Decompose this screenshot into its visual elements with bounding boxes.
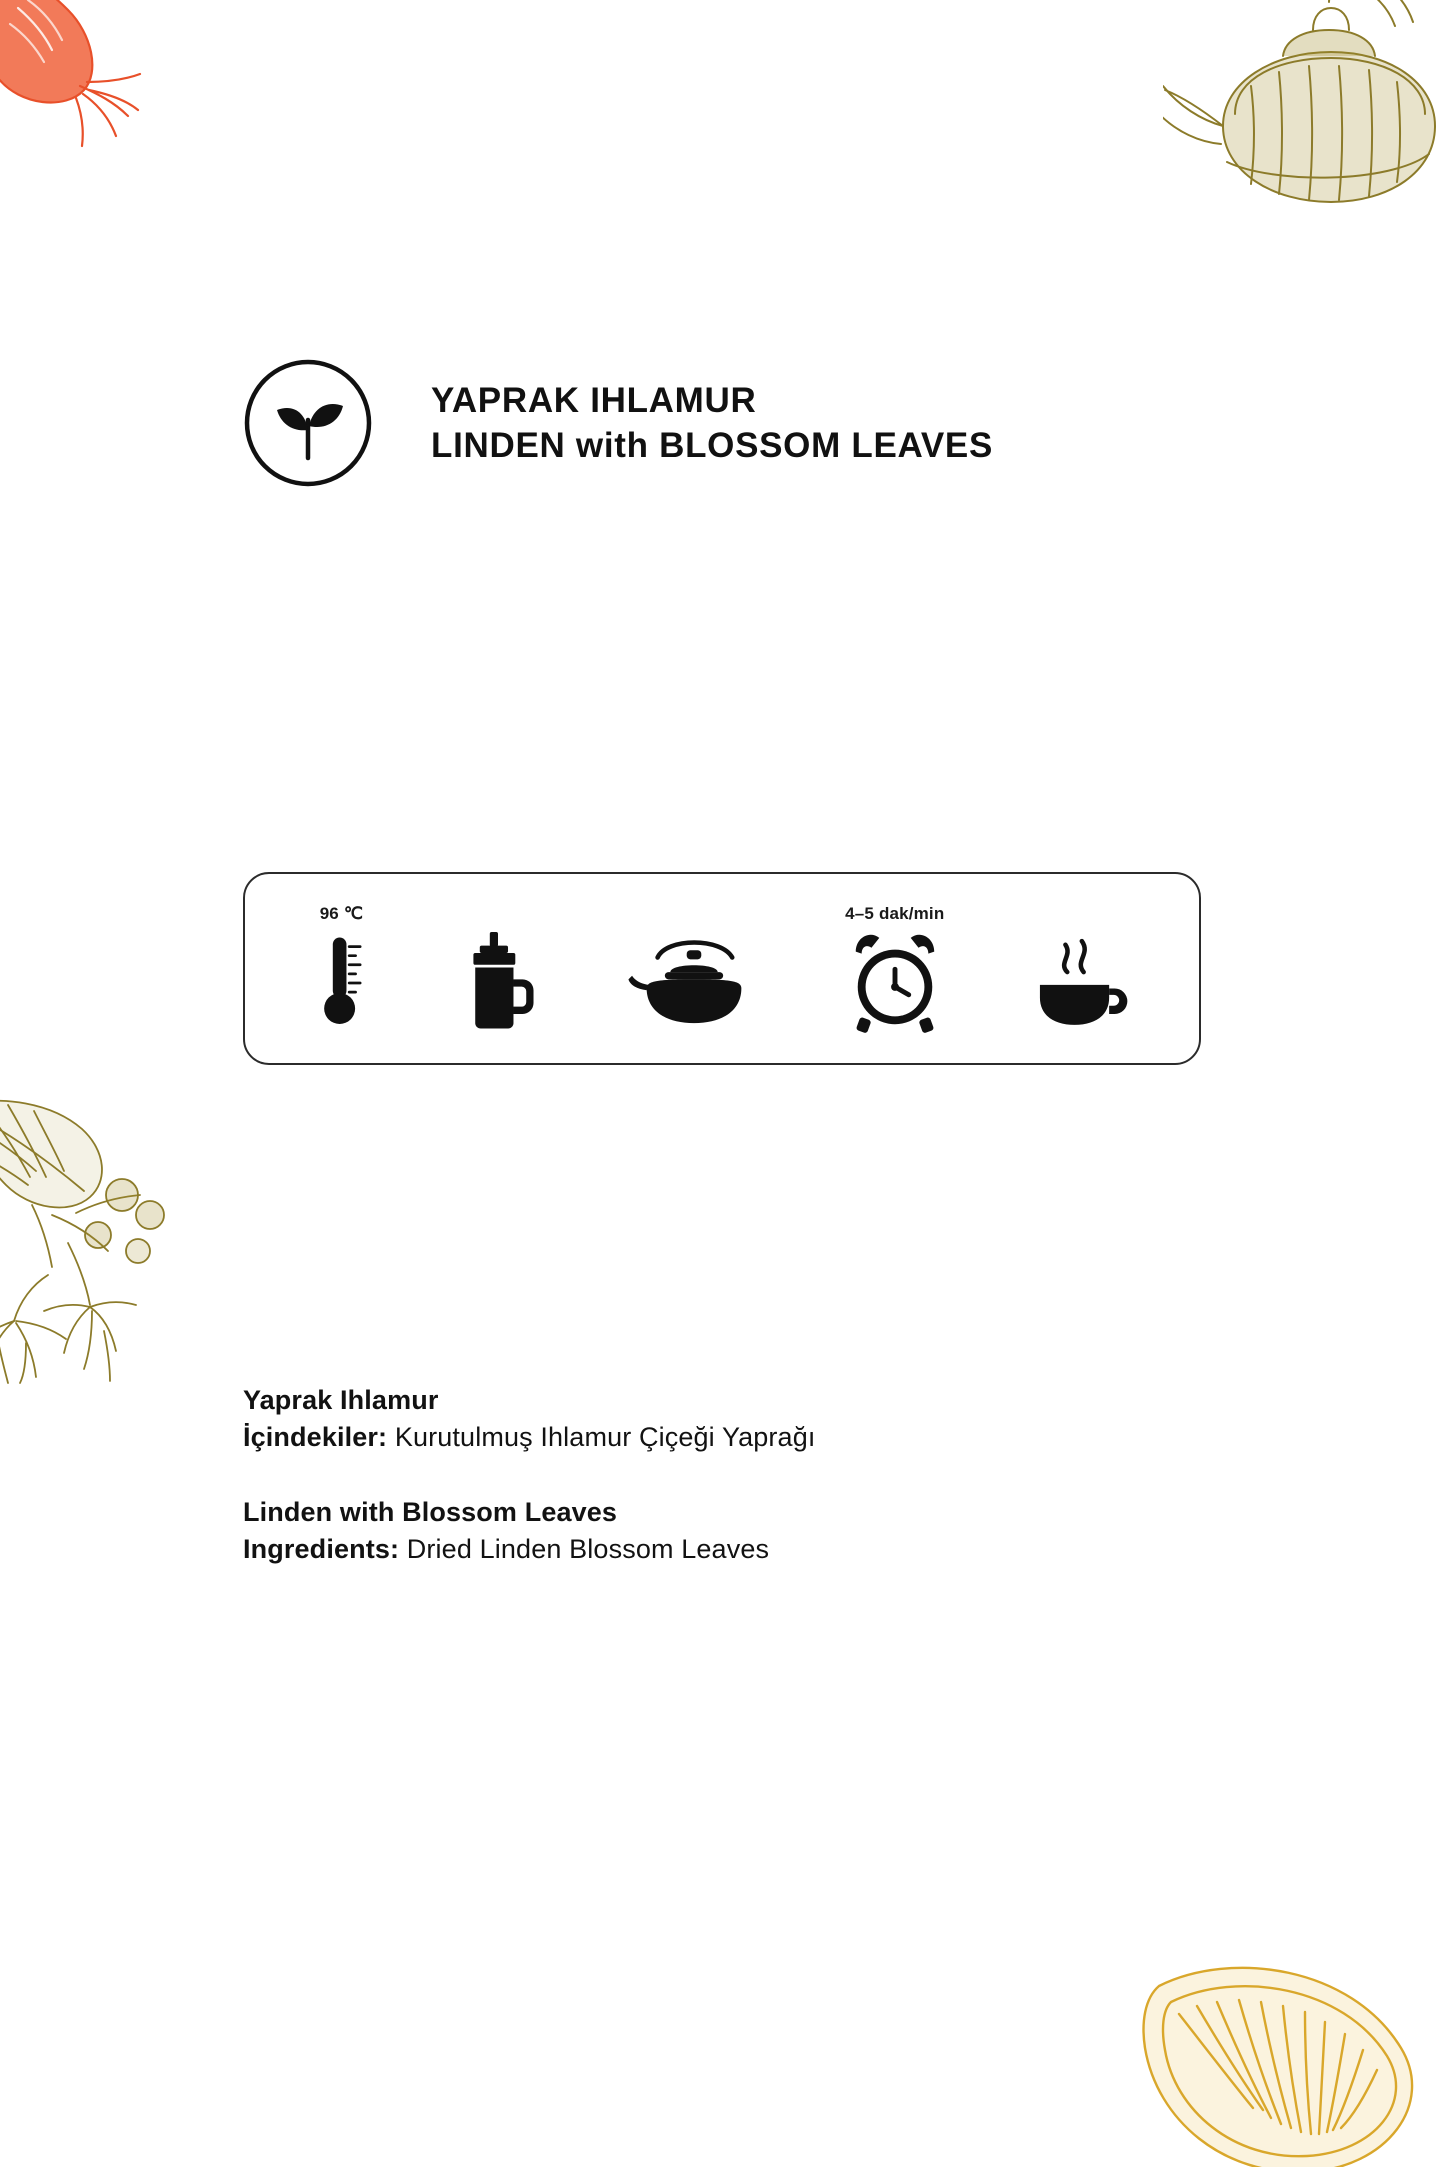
linden-branch-illustration — [0, 1085, 272, 1390]
steep-time-caption: 4–5 dak/min — [845, 903, 945, 923]
ingredients-product-name-tr: Yaprak Ihlamur — [243, 1385, 439, 1415]
ingredients-value-tr: Kurutulmuş Ihlamur Çiçeği Yaprağı — [394, 1422, 816, 1452]
teapot-icon — [624, 932, 764, 1034]
thermometer-icon — [310, 932, 372, 1034]
teapot-illustration — [1163, 0, 1445, 301]
ingredients-product-name-en: Linden with Blossom Leaves — [243, 1497, 618, 1527]
brew-step-temperature — [310, 904, 372, 1034]
ingredients-section — [243, 1385, 1143, 1565]
ingredients-label-en: Ingredients: — [243, 1534, 400, 1564]
ingredients-value-en: Dried Linden Blossom Leaves — [406, 1534, 770, 1564]
brew-step-serve — [1026, 904, 1134, 1034]
lemon-slice-illustration — [1135, 1952, 1435, 2167]
ingredients-line-tr — [243, 1422, 1143, 1453]
ingredients-group-tr — [243, 1385, 1143, 1453]
alarm-clock-icon — [843, 932, 947, 1034]
temperature-caption: 96 ℃ — [319, 903, 364, 923]
rosehip-illustration — [0, 0, 178, 205]
tea-cup-steam-icon — [1026, 932, 1134, 1034]
french-press-icon — [451, 932, 545, 1034]
ingredients-label-tr: İçindekiler: — [243, 1422, 388, 1452]
brew-step-french-press — [451, 904, 545, 1034]
brew-step-steep-time — [843, 904, 947, 1034]
product-header — [243, 358, 993, 488]
product-title-en: LINDEN with BLOSSOM LEAVES — [431, 426, 994, 465]
ingredients-group-en — [243, 1497, 1143, 1565]
product-title-block — [431, 378, 993, 469]
brewing-instructions-bar — [243, 872, 1201, 1065]
brew-step-teapot — [624, 904, 764, 1034]
leaf-sprout-circle-icon — [243, 358, 373, 488]
ingredients-line-en — [243, 1534, 1143, 1565]
product-title-tr: YAPRAK IHLAMUR — [431, 380, 757, 420]
